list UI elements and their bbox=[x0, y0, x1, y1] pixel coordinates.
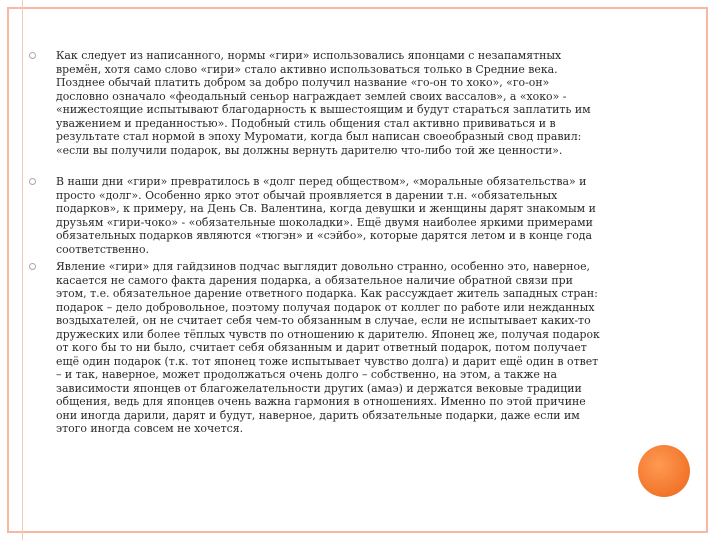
bullet-paragraph-2 bbox=[24, 175, 604, 256]
left-rule-line bbox=[22, 0, 23, 540]
bullet-paragraph-3 bbox=[24, 260, 604, 436]
bullet-circle-icon bbox=[29, 52, 36, 59]
paragraph-text-3: Явление «гири» для гайдзинов подчас выглядит довольно странно, особенно это, наверное, касается не самого факта дарения подарка, а обязательное наличие обратной связи при этом, т.е. обязательное дарение ответного подарка. Как рассуждает житель западных стран: подарок – дело добровольное, поэтому получая подарок от коллег по работе или нежданных воздыхателей, он не считает себя чем-то обязанным в случае, если не испытывает каких-то дружеских или более тёплых чувств по отношению к дарителю. Японец же, получая подарок от кого бы то ни было, считает себя обязанным и дарит ответный подарок, потом получает ещё один подарок (т.к. тот японец тоже испытывает чувство долга) и дарит ещё один в ответ – и так, наверное, может продолжаться очень долго – собственно, на этом, а также на зависимости японцев от благожелательности других (амаэ) и держатся вековые традиции общения, ведь для японцев очень важна гармония в отношениях. Именно по этой причине они иногда дарили, дарят и будут, наверное, дарить обязательные подарки, даже если им этого иногда совсем не хочется. bbox=[56, 260, 600, 435]
paragraph-text-2: В наши дни «гири» превратилось в «долг перед обществом», «моральные обязательства» и просто «долг». Особенно ярко этот обычай проявляется в дарении т.н. «обязательных подарков», к примеру, на День Св. Валентина, когда девушки и женщины дарят знакомым и друзьям «гири-чоко» - «обязательные шоколадки». Ещё двумя наиболее яркими примерами обязательных подарков являются «тюгэн» и «сэйбо», которые дарятся летом и в конце года соответственно. bbox=[56, 175, 596, 256]
bullet-circle-icon bbox=[29, 263, 36, 270]
bullet-paragraph-1 bbox=[24, 49, 604, 157]
orange-circle-decoration bbox=[638, 445, 690, 497]
slide-content bbox=[24, 49, 604, 436]
bullet-circle-icon bbox=[29, 178, 36, 185]
paragraph-text-1: Как следует из написанного, нормы «гири» использовались японцами с незапамятных времён, хотя само слово «гири» стало активно использоваться только в Средние века. Позднее обычай платить добром за добро получил название «го-он то хоко», «го-он» дословно означало «феодальный сеньор награждает землей своих вассалов», а «хоко» - «нижестоящие испытывают благодарность к вышестоящим и будут стараться заплатить им уважением и преданностью». Подобный стиль общения стал активно прививаться и в результате стал нормой в эпоху Муромати, когда был написан своеобразный свод правил: «если вы получили подарок, вы должны вернуть дарителю что-либо той же ценности». bbox=[56, 49, 591, 157]
